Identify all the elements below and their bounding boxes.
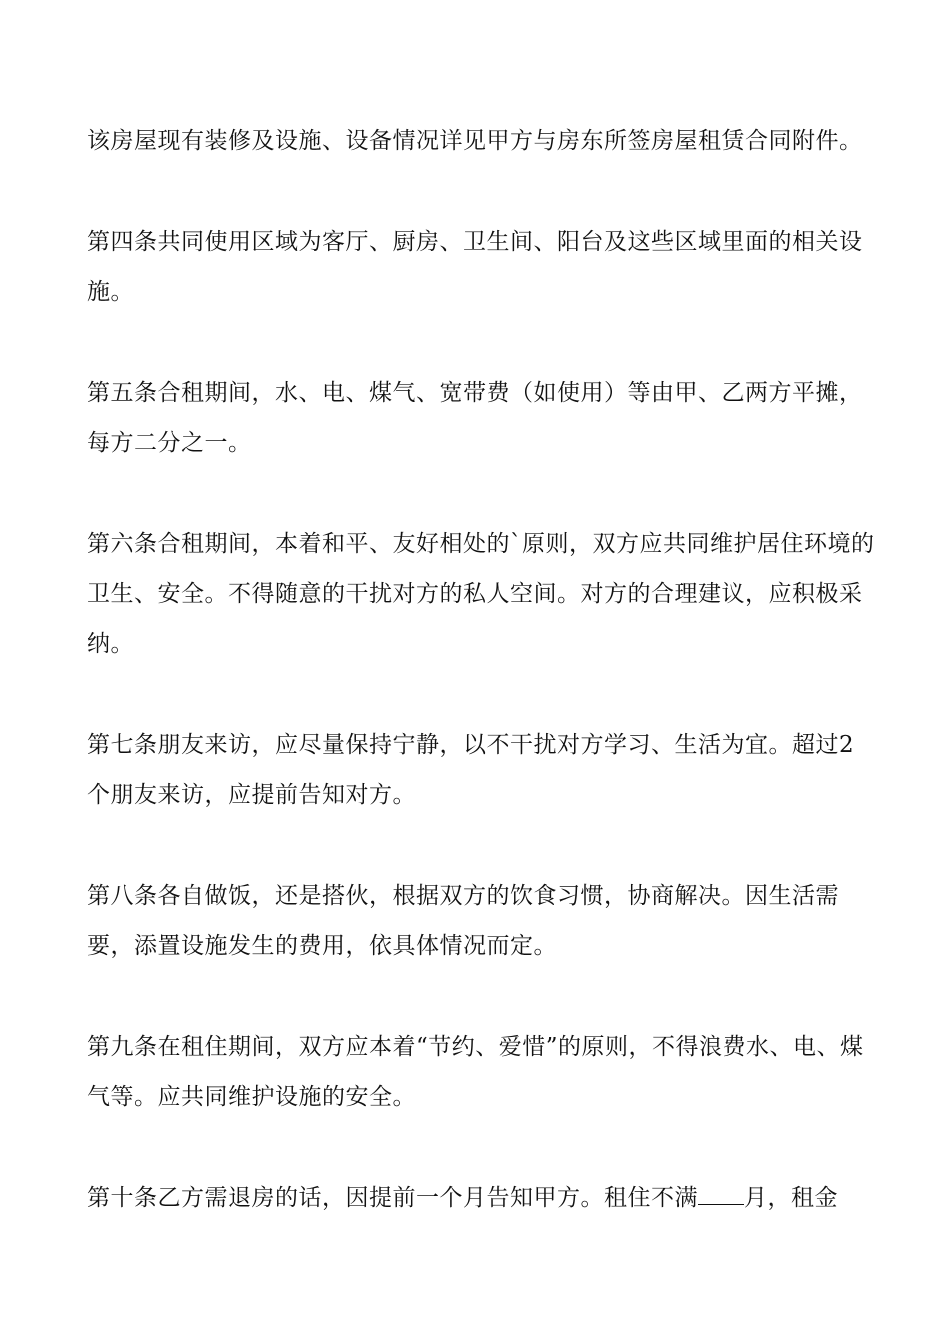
document-page [87,116,877,1274]
article-10-text-before: 第十条乙方需退房的话，因提前一个月告知甲方。租住不满 [87,1185,698,1211]
paragraph-article-6: 第六条合租期间，本着和平、友好相处的`原则，双方应共同维护居住环境的卫生、安全。不得随意的干扰对方的私人空间。对方的合理建议，应积极采纳。 [87,531,875,657]
paragraph-article-5: 第五条合租期间，水、电、煤气、宽带费（如使用）等由甲、乙两方平摊，每方二分之一。 [87,380,863,456]
paragraph-article-10 [87,1173,877,1223]
paragraph-article-9: 第九条在租住期间，双方应本着“节约、爱惜”的原则，不得浪费水、电、煤气等。应共同维护设施的安全。 [87,1034,864,1110]
fill-in-blank [698,1184,744,1205]
paragraph-article-8: 第八条各自做饭，还是搭伙，根据双方的饮食习惯，协商解决。因生活需要，添置设施发生的费用，依具体情况而定。 [87,883,839,959]
paragraph-article-4: 第四条共同使用区域为客厅、厨房、卫生间、阳台及这些区域里面的相关设施。 [87,229,863,305]
paragraph-facilities: 该房屋现有装修及设施、设备情况详见甲方与房东所签房屋租赁合同附件。 [87,128,863,154]
article-10-text-after: 月，租金 [744,1185,838,1211]
paragraph-article-7: 第七条朋友来访，应尽量保持宁静，以不干扰对方学习、生活为宜。超过2个朋友来访，应提前告知对方。 [87,732,855,808]
